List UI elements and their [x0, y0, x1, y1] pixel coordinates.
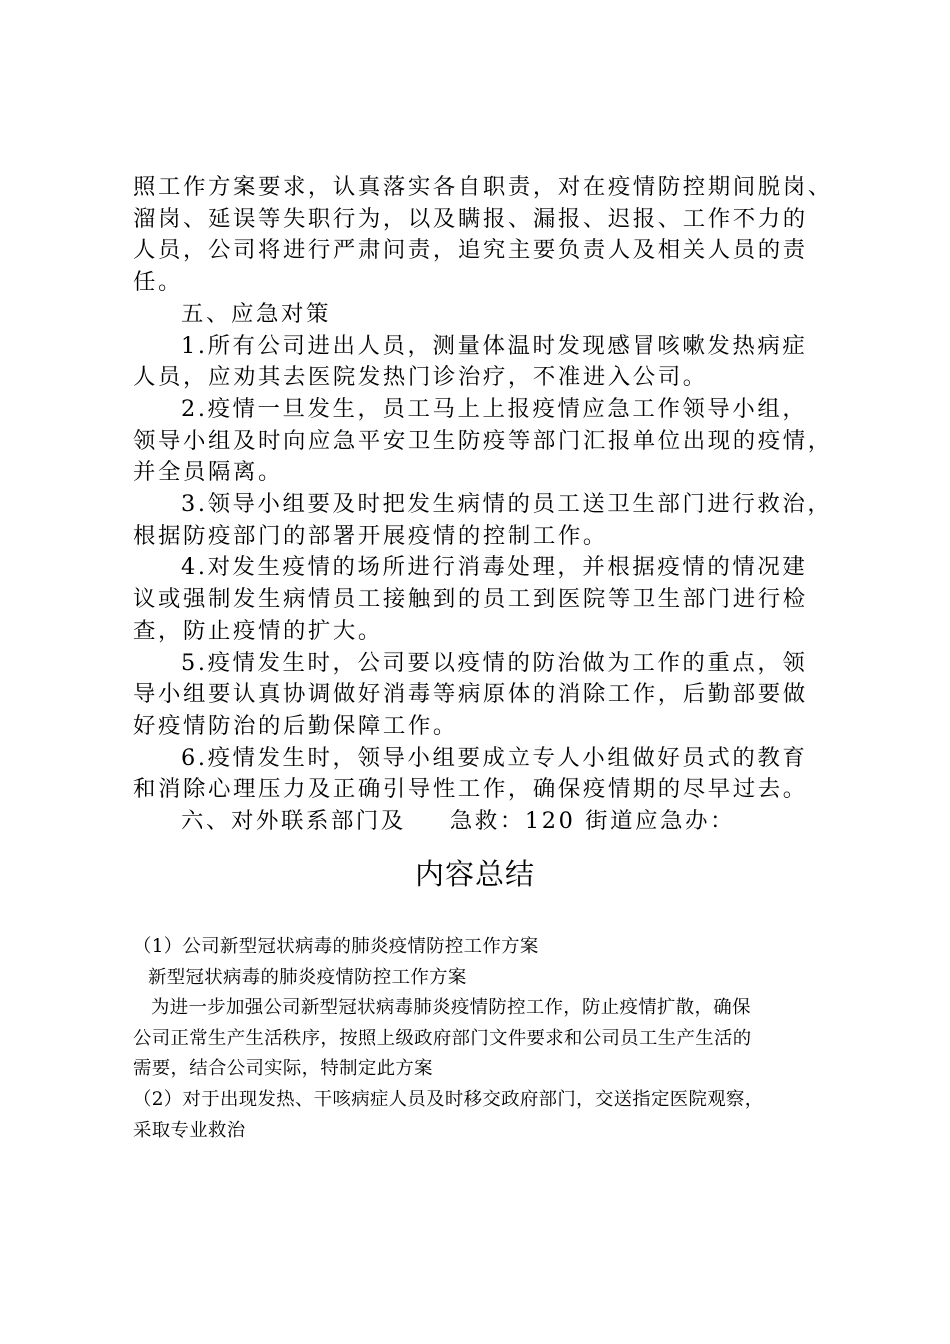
body-line: 人员，应劝其去医院发热门诊治疗，不准进入公司。 [133, 364, 708, 391]
contact-line [133, 806, 823, 838]
body-line: 4.对发生疫情的场所进行消毒处理，并根据疫情的情况建 [181, 554, 808, 581]
body-line: 议或强制发生病情员工接触到的员工到医院等卫生部门进行检 [133, 586, 808, 613]
body-line: 照工作方案要求，认真落实各自职责，对在疫情防控期间脱岗、 [133, 174, 833, 200]
summary-line: 新型冠状病毒的肺炎疫情防控工作方案 [148, 966, 467, 988]
summary-line: 公司正常生产生活秩序，按照上级政府部门文件要求和公司员工生产生活的 [133, 1027, 752, 1049]
body-line: 和消除心理压力及正确引导性工作，确保疫情期的尽早过去。 [133, 776, 808, 803]
summary-line: 需要，结合公司实际，特制定此方案 [133, 1058, 433, 1080]
body-line: 人员，公司将进行严肃问责，追究主要负责人及相关人员的责 [133, 237, 808, 264]
body-line: 查，防止疫情的扩大。 [133, 617, 383, 644]
body-line: 5.疫情发生时，公司要以疫情的防治做为工作的重点，领 [181, 649, 808, 676]
body-line: 导小组要认真协调做好消毒等病原体的消除工作，后勤部要做 [133, 681, 808, 708]
body-text [133, 172, 833, 838]
body-line: 溜岗、延误等失职行为，以及瞒报、漏报、迟报、工作不力的 [133, 205, 808, 232]
body-line: 并全员隔离。 [133, 459, 283, 486]
summary-line: 为进一步加强公司新型冠状病毒肺炎疫情防控工作，防止疫情扩散，确保 [151, 997, 751, 1019]
body-line: 2.疫情一旦发生，员工马上上报疫情应急工作领导小组， [181, 395, 808, 422]
contact-emergency: 急救：120 街道应急办： [449, 808, 736, 835]
body-line: 3.领导小组要及时把发生病情的员工送卫生部门进行救治， [181, 491, 833, 518]
summary-section [133, 932, 833, 1146]
section-heading: 五、应急对策 [181, 300, 331, 327]
contact-label: 六、对外联系部门及 [181, 808, 406, 835]
body-line: 1.所有公司进出人员，测量体温时发现感冒咳嗽发热病症 [181, 332, 808, 359]
summary-line: 采取专业救治 [133, 1119, 246, 1141]
summary-title: 内容总结 [414, 857, 535, 891]
body-line: 6.疫情发生时，领导小组要成立专人小组做好员式的教育 [181, 744, 808, 771]
body-line: 任。 [133, 269, 183, 296]
body-line: 好疫情防治的后勤保障工作。 [133, 712, 458, 739]
summary-line: （2）对于出现发热、干咳病症人员及时移交政府部门，交送指定医院观察， [133, 1088, 764, 1110]
body-line: 根据防疫部门的部署开展疫情的控制工作。 [133, 522, 608, 549]
summary-line: （1）公司新型冠状病毒的肺炎疫情防控工作方案 [133, 936, 539, 957]
body-line: 领导小组及时向应急平安卫生防疫等部门汇报单位出现的疫情， [133, 427, 833, 454]
